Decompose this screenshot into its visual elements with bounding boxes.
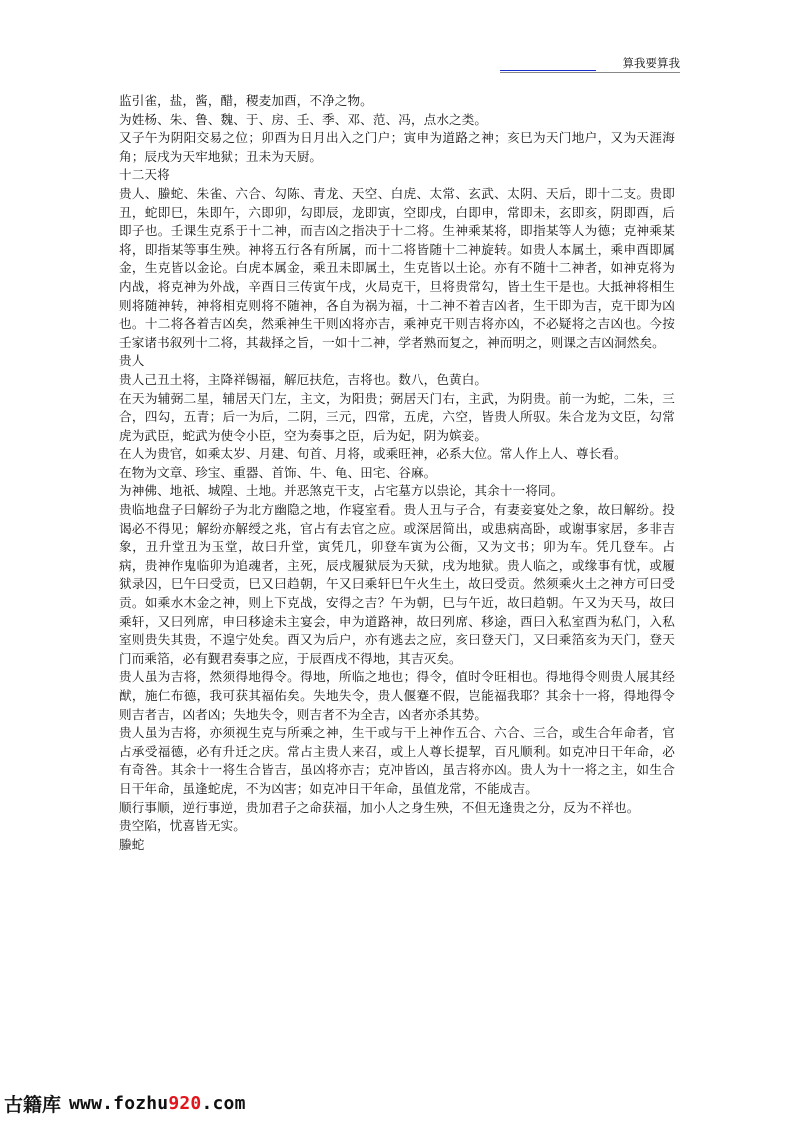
section-heading-guiren: 贵人	[119, 353, 145, 369]
site-logo: 古籍库	[4, 1093, 62, 1116]
paragraph-twelve-generals: 贵人、螣蛇、朱雀、六合、勾陈、青龙、天空、白虎、太常、玄武、太阴、天后，即十二支。贵即丑，蛇即巳，朱即午，六即卯，勾即辰，龙即寅，空即戌，白即申，常即未，玄即亥，阴即酉，后即子也。壬课生克系于十二神，而吉凶之指决于十二将。生神乘某将，即指某等人为德；克神乘某将，即指某等事生殃。神将五行各有所属，而十二将皆随十二神旋转。如贵人本属土，乘申酉即属金，生克皆以金论。白虎本属金，乘丑未即属土，生克皆以土论。亦有不随十二神者，如神克将为内战，将克神为外战，辛酉日三传寅午戌，火局克干，旦将贵常勾，皆土生干是也。大抵神将相生则将随神转，神将相克则将不随神，各自为祸为福，十二神不着吉凶者，生干即为吉，克干即为凶也。十二将各着吉凶矣，然乘神生干则凶将亦吉，乘神克干则吉将亦凶，不必疑将之吉凶也。今按壬家诸书叙列十二将，其裁择之旨，一如十二神，学者熟而复之，神而明之，则课之吉凶洞然矣。	[119, 185, 675, 350]
paragraph-guiren-direction: 顺行事顺，逆行事逆，贵加君子之命获福，加小人之身生殃，不但无逢贵之分，反为不祥也。	[119, 799, 640, 815]
paragraph-guiren-timing: 贵人虽为吉将，然须得地得令。得地，所临之地也；得令，值时令旺相也。得地得令则贵人展其经猷，施仁布德，我可获其福佑矣。失地失令，贵人偃蹇不假，岂能福我耶？其余十一将，得地得令则吉者吉，凶者凶；失地失令，则吉者不为全吉，凶者亦杀其势。	[119, 669, 675, 722]
header-link-underline	[500, 70, 596, 71]
header-divider	[500, 72, 680, 73]
paragraph-guiren-shengke: 贵人虽为吉将，亦须视生克与所乘之神，生干或与干上神作五合、六合、三合，或生合年命者，官占承受福德，必有升迁之庆。常占主贵人来召，或上人尊长提挈，百凡顺利。如克冲日干年命，必有奇咎。其余十一将生合皆吉，虽凶将亦吉；克冲皆凶，虽吉将亦凶。贵人为十一将之主，如生合日干年命，虽逢蛇虎，不为凶害；如克冲日干年命，虽值龙常，不能成吉。	[119, 725, 675, 796]
url-prefix: www.fozhu	[69, 1092, 169, 1114]
paragraph-guiren-heaven: 在天为辅弼二星，辅居天门左，主文，为阳贵；弼居天门右，主武，为阴贵。前一为蛇，二朱，三合，四勾，五青；后一为后，二阴，三元，四常，五虎，六空，皆贵人所驭。朱合龙为文臣，勾常虎为武臣，蛇武为使令小臣，空为奏事之臣，后为妃，阴为嫔妾。	[119, 390, 675, 443]
paragraph-guiren-objects: 在物为文章、珍宝、重器、首饰、牛、龟、田宅、谷麻。	[119, 464, 437, 480]
text-line-impure-things: 监引雀，盐，酱，醋，稷麦加酉，不净之物。	[119, 93, 373, 108]
site-url	[69, 1093, 246, 1114]
header-title: 算我要算我	[622, 56, 680, 70]
section-heading-twelve-generals: 十二天将	[119, 167, 170, 183]
paragraph-guiren-intro: 贵人己丑土将，主降祥锡福，解厄扶危，吉将也。数八，色黄白。	[119, 371, 488, 387]
document-body	[119, 92, 675, 854]
paragraph-guiren-void: 贵空陷，忧喜皆无实。	[119, 818, 246, 834]
url-highlight: 920	[168, 1092, 202, 1114]
section-heading-tengshe: 螣蛇	[119, 836, 145, 852]
paragraph-guiren-deities: 为神佛、地祇、城隍、土地。并恶煞克干支，占宅墓方以祟论，其余十一将同。	[119, 483, 564, 499]
paragraph-guiren-people: 在人为贵官，如乘太岁、月建、旬首、月将，或乘旺神，必系大位。常人作上人、尊长看。	[119, 446, 627, 462]
page-header	[500, 56, 680, 72]
text-line-surnames: 为姓杨、朱、鲁、魏、于、房、壬、季、邓、范、冯，点水之类。	[119, 111, 488, 127]
footer-watermark	[4, 1090, 246, 1116]
paragraph-positions: 又子午为阴阳交易之位；卯酉为日月出入之门户；寅申为道路之神；亥巳为天门地户，又为天涯海角；辰戌为天牢地狱；丑未为天厨。	[119, 130, 675, 164]
url-suffix: .com	[201, 1092, 246, 1114]
paragraph-guiren-positions: 贵临地盘子曰解纷子为北方幽隐之地，作寝室看。贵人丑与子合，有妻妾宴处之象，故曰解纷。投谒必不得见；解纷亦解绶之兆，官占有去官之应。或深居简出，或患病高卧，或谢事家居，多非吉象，丑升堂丑为玉堂，故曰升堂，寅凭几，卯登车寅为公衙，又为文书；卯为车。凭几登车。占病，贵神作鬼临卯为追魂者，主死，辰戌履狱辰为天狱，戌为地狱。贵人临之，或缘事有忧，或履狱录囚，巳午曰受贡，巳又曰趋朝，午又曰乘轩巳午火生土，故曰受贡。然须乘火土之神方可曰受贡。如乘水木金之神，则上下克战，安得之吉？午为朝，巳与午近，故曰趋朝。午又为天马，故曰乘轩，又曰列席，申曰移途未主宴会，申为道路神，故曰列席、移途，酉曰入私室酉为私门，入私室则贵失其贵，不遑宁处矣。酉又为后户，亦有逃去之应，亥曰登天门，又曰乘箔亥为天门，登天门而乘箔，必有觐君奏事之应，于辰酉戌不得地，其吉灭矣。	[119, 502, 675, 666]
